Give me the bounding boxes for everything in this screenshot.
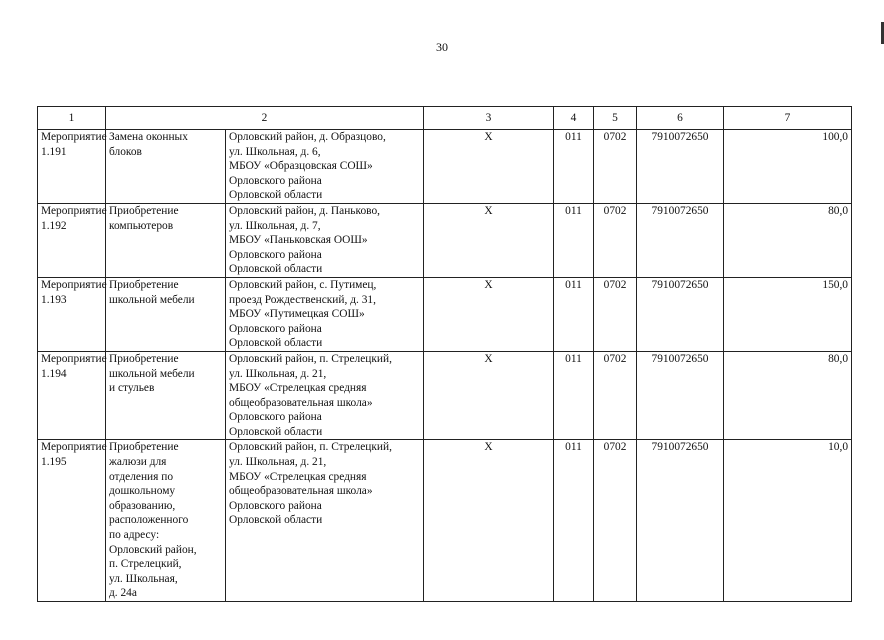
event-number-cell-line: 1.195 — [41, 456, 67, 469]
page-number: 30 — [436, 40, 448, 54]
address-cell-line: ул. Школьная, д. 6, — [229, 145, 321, 158]
header-col-1: 1 — [38, 107, 106, 130]
event-name-cell — [106, 351, 226, 440]
address-cell-line: МБОУ «Путимецкая СОШ» — [229, 308, 365, 321]
event-name-cell-line: Замена оконных — [109, 131, 188, 143]
col4-cell: 011 — [554, 351, 594, 440]
table-row — [38, 440, 852, 602]
event-name-cell-line: отделения по — [109, 470, 174, 483]
event-name-cell — [106, 440, 226, 602]
address-cell — [226, 130, 424, 204]
address-cell-line: Орловской области — [229, 514, 323, 527]
header-col-5: 5 — [594, 107, 637, 130]
event-number-cell — [38, 130, 106, 204]
event-number-cell-line: Мероприятие — [41, 204, 107, 217]
event-number-cell — [38, 203, 106, 277]
col5-cell: 0702 — [594, 440, 637, 602]
event-name-cell-line: образованию, — [109, 499, 176, 512]
event-number-cell-line: Мероприятие — [41, 352, 107, 365]
address-cell-line: Орловского района — [229, 322, 322, 335]
header-col-4: 4 — [554, 107, 594, 130]
amount-cell: 150,0 — [724, 277, 852, 351]
budget-table — [37, 106, 852, 602]
col3-cell: Х — [424, 277, 554, 351]
event-number-cell-line: 1.193 — [41, 293, 67, 306]
address-cell — [226, 203, 424, 277]
header-col-7: 7 — [724, 107, 852, 130]
event-name-cell — [106, 277, 226, 351]
col5-cell: 0702 — [594, 277, 637, 351]
address-cell-line: Орловский район, п. Стрелецкий, — [229, 441, 392, 454]
col6-cell: 7910072650 — [637, 440, 724, 602]
col5-cell: 0702 — [594, 203, 637, 277]
col4-cell: 011 — [554, 203, 594, 277]
col6-cell: 7910072650 — [637, 203, 724, 277]
amount-cell: 80,0 — [724, 351, 852, 440]
event-name-cell-line: жалюзи для — [109, 456, 167, 469]
table-body — [38, 130, 852, 602]
address-cell-line: Орловский район, д. Паньково, — [229, 204, 380, 217]
event-name-cell-line: дошкольному — [109, 485, 176, 498]
header-col-6: 6 — [637, 107, 724, 130]
event-name-cell-line: Приобретение — [109, 441, 179, 454]
header-col-3: 3 — [424, 107, 554, 130]
address-cell-line: Орловской области — [229, 189, 323, 202]
col6-cell: 7910072650 — [637, 130, 724, 204]
event-name-cell-line: Орловский район, — [109, 543, 197, 556]
address-cell-line: общеобразовательная школа» — [229, 485, 373, 498]
address-cell-line: Орловской области — [229, 337, 323, 350]
table-row — [38, 203, 852, 277]
event-name-cell-line: блоков — [109, 145, 142, 158]
table-row — [38, 130, 852, 204]
event-number-cell-line: 1.192 — [41, 219, 67, 232]
col5-cell: 0702 — [594, 351, 637, 440]
address-cell-line: проезд Рождественский, д. 31, — [229, 293, 376, 306]
address-cell — [226, 440, 424, 602]
address-cell-line: Орловской области — [229, 263, 323, 276]
event-name-cell — [106, 203, 226, 277]
col6-cell: 7910072650 — [637, 277, 724, 351]
event-name-cell-line: ул. Школьная, — [109, 572, 178, 585]
col4-cell: 011 — [554, 277, 594, 351]
event-name-cell-line: расположенного — [109, 514, 189, 527]
col3-cell: Х — [424, 203, 554, 277]
amount-cell: 100,0 — [724, 130, 852, 204]
header-col-2: 2 — [106, 107, 424, 130]
address-cell-line: Орловского района — [229, 411, 322, 424]
event-number-cell-line: Мероприятие — [41, 441, 107, 454]
event-number-cell-line: Мероприятие — [41, 278, 107, 291]
event-number-cell — [38, 440, 106, 602]
event-number-cell-line: 1.191 — [41, 145, 67, 158]
col4-cell: 011 — [554, 440, 594, 602]
address-cell — [226, 277, 424, 351]
event-name-cell-line: по адресу: — [109, 529, 160, 542]
event-name-cell-line: компьютеров — [109, 219, 174, 232]
address-cell-line: Орловский район, п. Стрелецкий, — [229, 352, 392, 365]
event-name-cell-line: Приобретение — [109, 278, 179, 291]
address-cell-line: МБОУ «Паньковская ООШ» — [229, 234, 368, 247]
amount-cell: 10,0 — [724, 440, 852, 602]
header-row — [38, 107, 852, 130]
address-cell-line: МБОУ «Стрелецкая средняя — [229, 382, 367, 395]
event-name-cell-line: п. Стрелецкий, — [109, 558, 182, 571]
event-number-cell-line: 1.194 — [41, 367, 67, 380]
address-cell-line: Орловский район, с. Путимец, — [229, 278, 377, 291]
event-number-cell — [38, 351, 106, 440]
address-cell — [226, 351, 424, 440]
event-name-cell-line: и стульев — [109, 382, 155, 395]
event-name-cell-line: Приобретение — [109, 204, 179, 217]
address-cell-line: ул. Школьная, д. 21, — [229, 456, 327, 469]
event-name-cell-line: школьной мебели — [109, 367, 195, 380]
address-cell-line: Орловской области — [229, 425, 323, 438]
amount-cell: 80,0 — [724, 203, 852, 277]
col3-cell: Х — [424, 130, 554, 204]
col6-cell: 7910072650 — [637, 351, 724, 440]
event-name-cell-line: Приобретение — [109, 352, 179, 365]
col3-cell: Х — [424, 440, 554, 602]
col3-cell: Х — [424, 351, 554, 440]
event-number-cell — [38, 277, 106, 351]
address-cell-line: МБОУ «Образцовская СОШ» — [229, 160, 373, 173]
event-name-cell — [106, 130, 226, 204]
event-name-cell-line: школьной мебели — [109, 293, 195, 306]
address-cell-line: общеобразовательная школа» — [229, 396, 373, 409]
address-cell-line: Орловский район, д. Образцово, — [229, 131, 386, 143]
address-cell-line: Орловского района — [229, 248, 322, 261]
address-cell-line: МБОУ «Стрелецкая средняя — [229, 470, 367, 483]
address-cell-line: Орловского района — [229, 174, 322, 187]
event-number-cell-line: Мероприятие — [41, 131, 107, 143]
address-cell-line: ул. Школьная, д. 7, — [229, 219, 321, 232]
col4-cell: 011 — [554, 130, 594, 204]
address-cell-line: ул. Школьная, д. 21, — [229, 367, 327, 380]
table-row — [38, 277, 852, 351]
address-cell-line: Орловского района — [229, 499, 322, 512]
event-name-cell-line: д. 24а — [109, 587, 137, 600]
col5-cell: 0702 — [594, 130, 637, 204]
table-row — [38, 351, 852, 440]
